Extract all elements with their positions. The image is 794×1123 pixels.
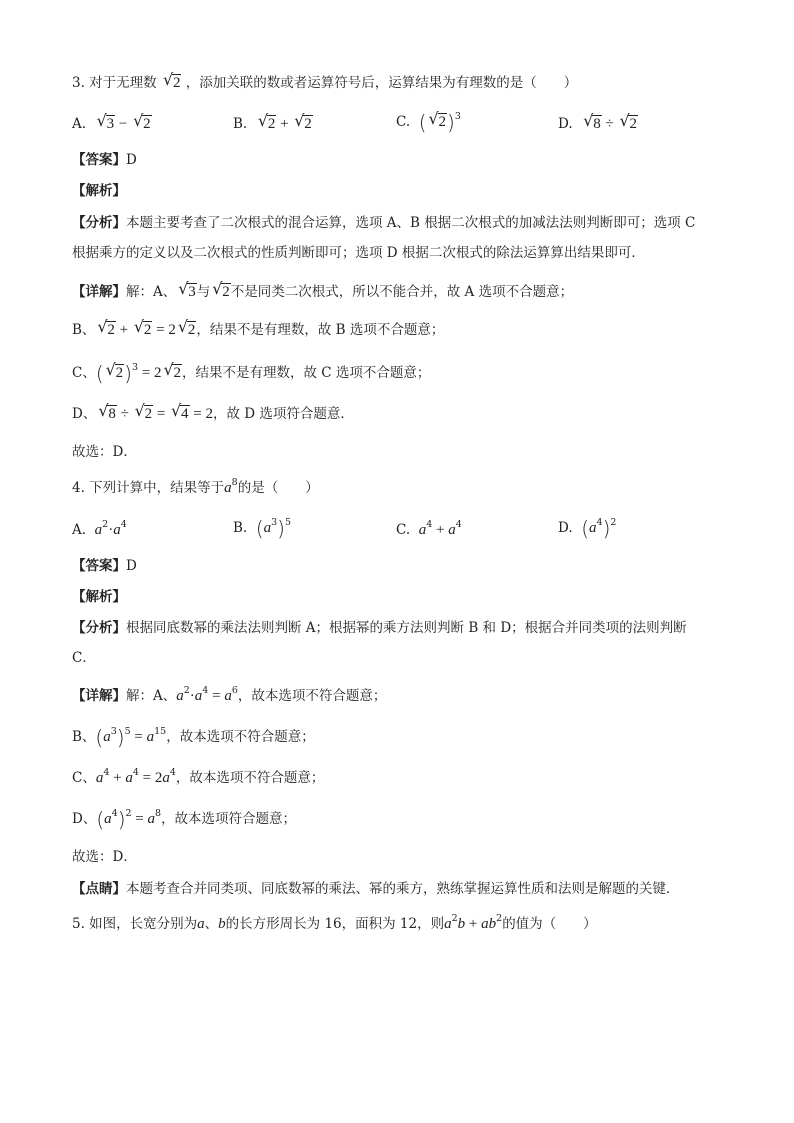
q3-detail-a: 【详解】解：A、 √ 3与 √ 2不是同类二次根式，所以不能合并，故 A 选项不合题意； [72,279,574,300]
q4-choose: 故选：D． [72,849,137,865]
q4-analysis-label: 【解析】 [72,589,126,605]
q4-dianjing: 【点睛】本题考查合并同类项、同底数幂的乘法、幂的乘方，熟练掌握运算性质和法则是解题的关键． [72,881,680,897]
q3-option-c: C. ( √ 2)$^3$ [396,109,461,135]
q3-answer: 【答案】D [72,152,137,168]
q4-fenxi-line2: C． [72,650,96,666]
sqrt-2: √ 2 [162,70,181,91]
q4-option-d: D. $(a^4)^2$ [558,516,617,541]
q3-option-b: B. √ 2 + √ 2 [233,111,312,132]
q4-stem: 4. 下列计算中，结果等于$a^8$的是（ ） [72,476,319,496]
q3-option-d: D. √ 8 ÷ √ 2 [558,111,637,132]
q4-fenxi-line1: 【分析】根据同底数幂的乘法法则判断 A；根据幂的乘方法则判断 B 和 D；根据合并同类项的法则判断 [72,620,687,636]
q4-option-c: C. $a^4 + a^4$ [396,518,462,538]
q4-answer: 【答案】D [72,558,137,574]
q3-detail-c: C、( √ 2)$^3$ = 2 √ 2，结果不是有理数，故 C 选项不合题意； [72,360,431,386]
q3-analysis-label: 【解析】 [72,183,126,199]
q3-option-a: A. √ 3 − √ 2 [72,111,151,132]
q3-choose: 故选：D． [72,444,137,460]
q3-fenxi-line2: 根据乘方的定义以及二次根式的性质判断即可；选项 D 根据二次根式的除法运算算出结果即可． [72,245,645,261]
q3-stem: 3. 对于无理数 √ 2 ，添加关联的数或者运算符号后，运算结果为有理数的是（ ） [72,70,578,91]
q3-fenxi-line1: 【分析】本题主要考查了二次根式的混合运算，选项 A、B 根据二次根式的加减法法则判断即可；选项 C [72,215,696,231]
q4-detail-b: B、$(a^3)^5 = a^{15}$，故本选项不符合题意； [72,725,315,750]
q4-option-a: A. $a^2\cdot a^4$ [72,518,127,538]
q4-option-b: B. $(a^3)^5$ [233,516,292,541]
q3-detail-d: D、 √ 8 ÷ √ 2 = √ 4 = 2，故 D 选项符合题意． [72,401,354,422]
q4-detail-a: 【详解】解：A、$a^2\cdot a^4 = a^6$，故本选项不符合题意； [72,684,387,704]
q4-detail-d: D、$(a^4)^2 = a^8$，故本选项符合题意； [72,807,297,832]
q4-detail-c: C、$a^4 + a^4 = 2a^4$，故本选项不符合题意； [72,766,325,786]
q5-stem: 5. 如图，长宽分别为a、b的长方形周长为 16，面积为 12，则$a^2b + ab^2$的值为（ ） [72,912,597,932]
q3-detail-b: B、 √ 2 + √ 2 = 2 √ 2，结果不是有理数，故 B 选项不合题意； [72,317,445,338]
